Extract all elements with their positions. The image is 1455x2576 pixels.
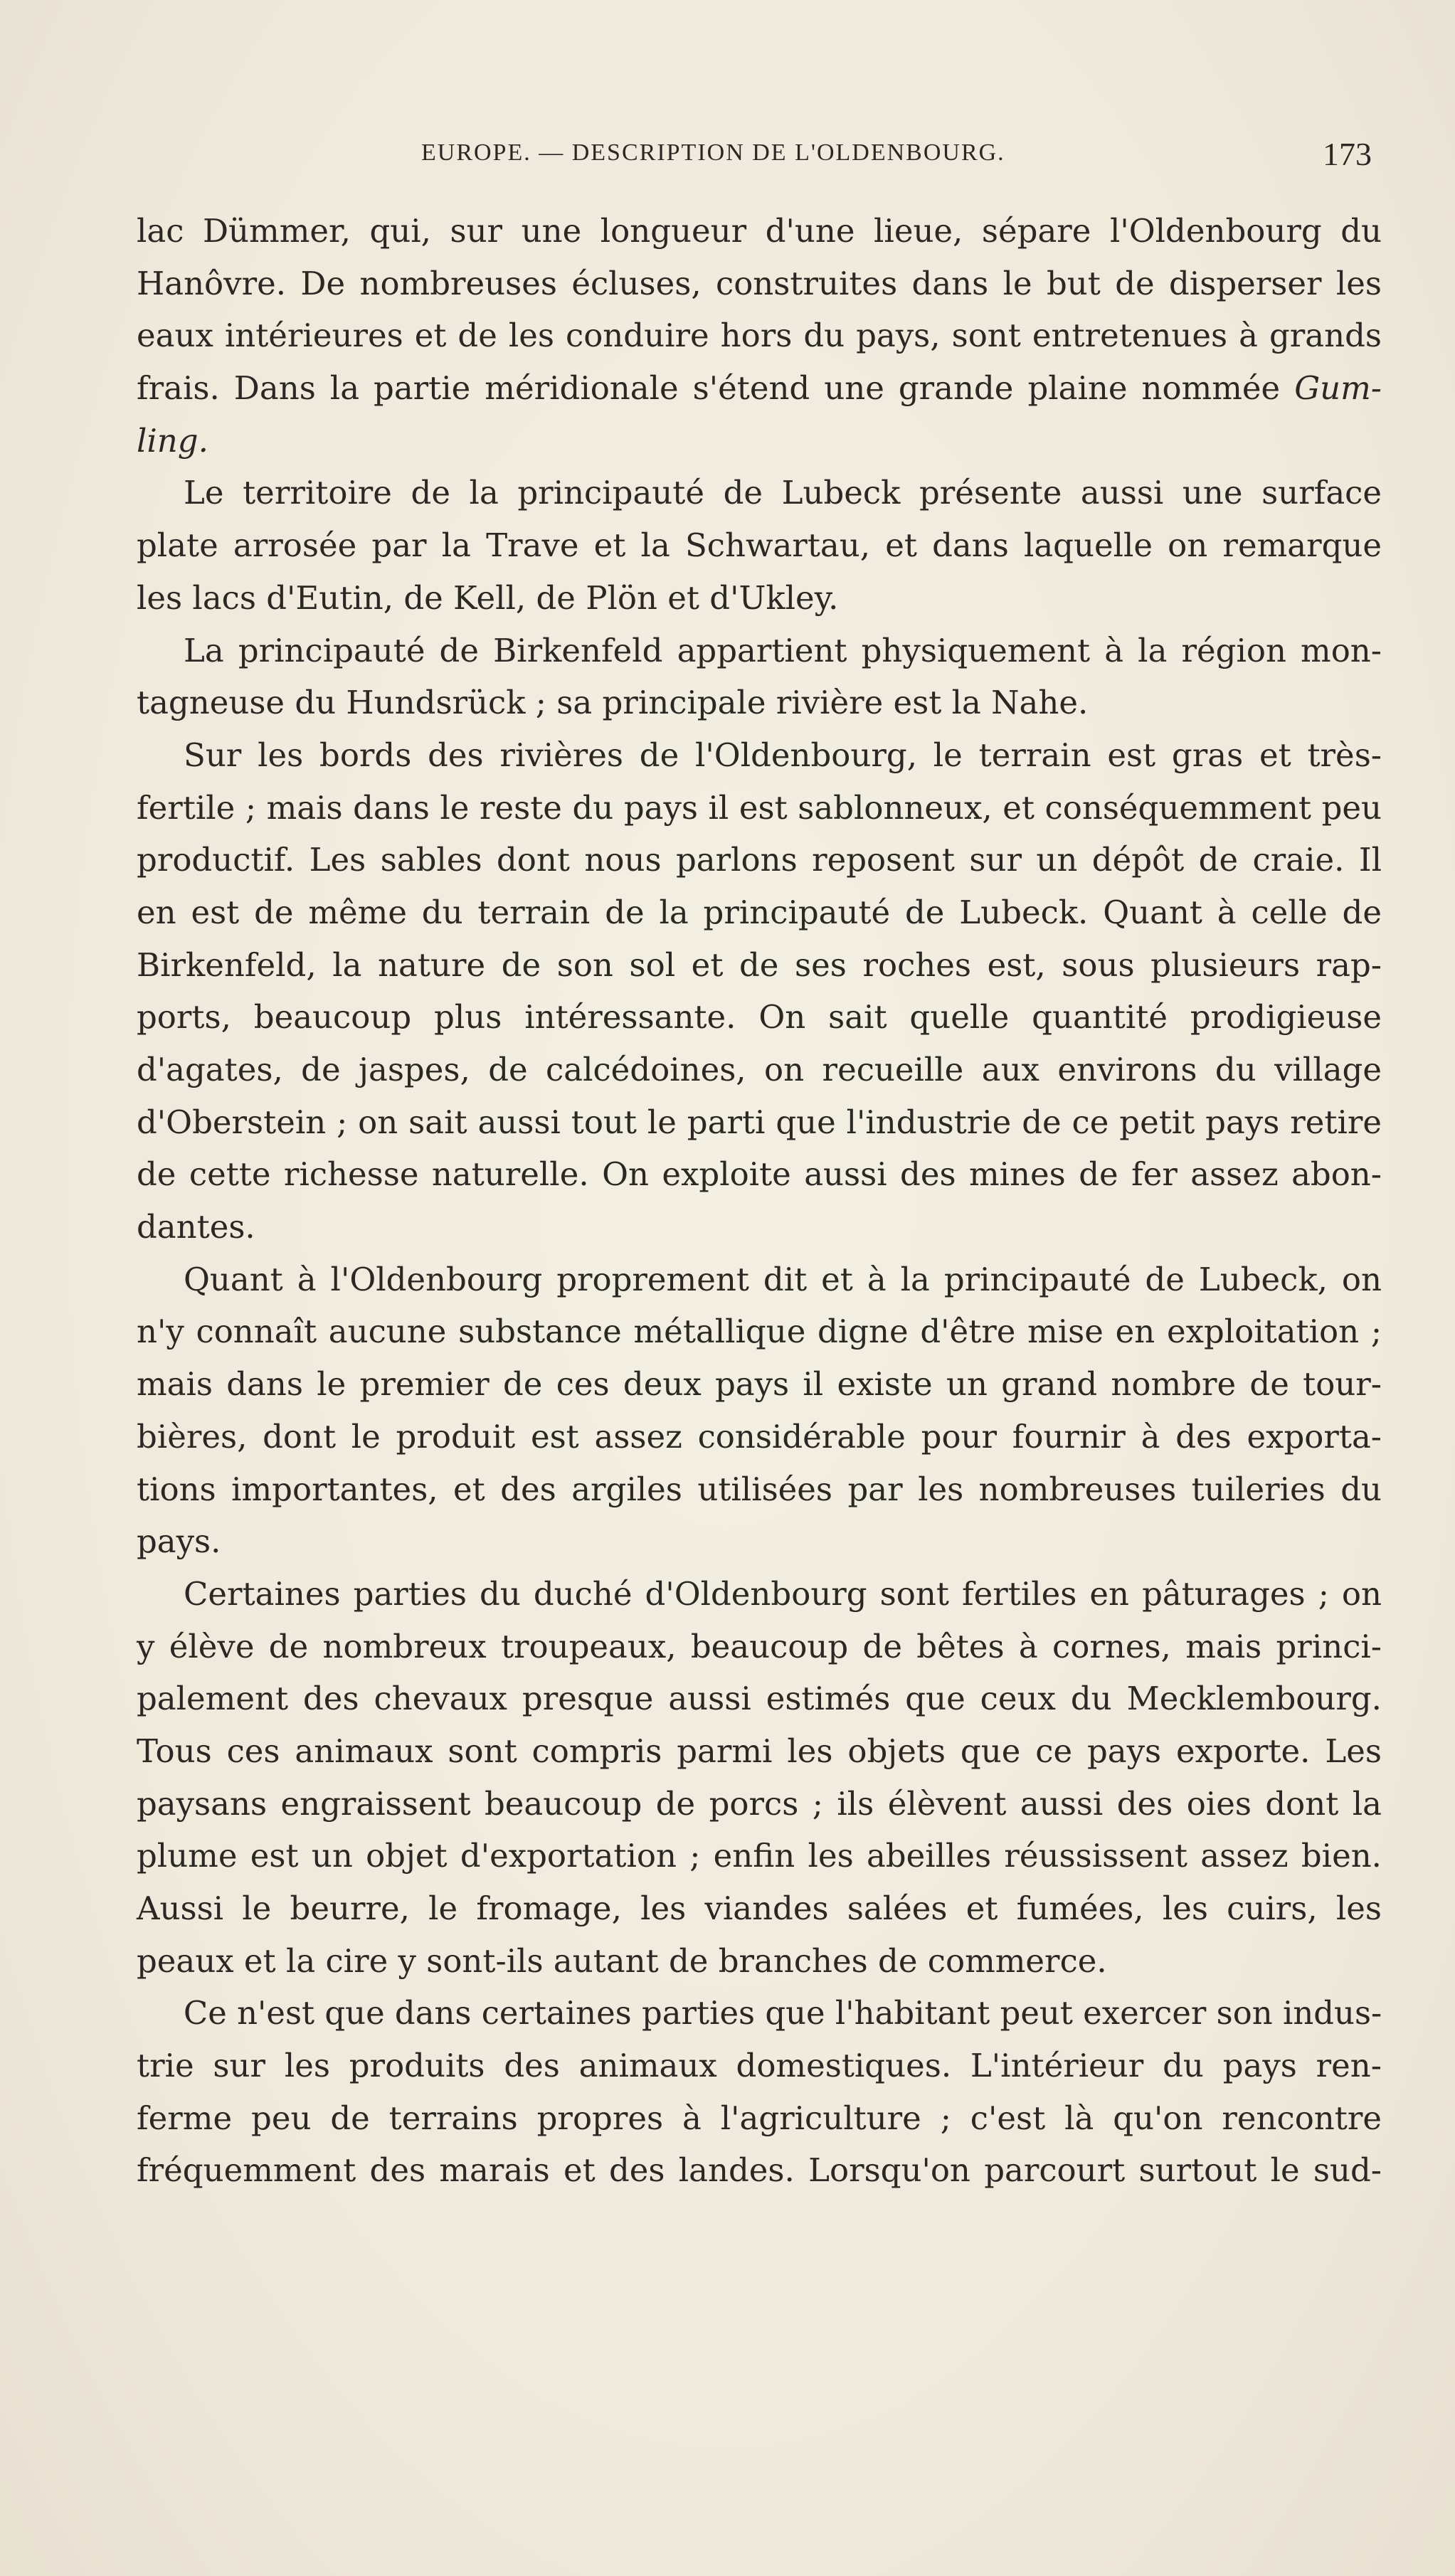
text-line: palement des chevaux presque aussi estimés que ceux du Mecklembourg.	[137, 1680, 1382, 1718]
text-line: de cette richesse naturelle. On exploite aussi des mines de fer assez abon-	[137, 1155, 1382, 1194]
text-line: lac Dümmer, qui, sur une longueur d'une lieue, sépare l'Oldenbourg du	[137, 212, 1382, 250]
text-line: plume est un objet d'exportation ; enfin les abeilles réussissent assez bien.	[137, 1837, 1382, 1875]
text-line: bières, dont le produit est assez considérable pour fournir à des exporta-	[137, 1417, 1382, 1456]
text-line: y élève de nombreux troupeaux, beaucoup de bêtes à cornes, mais princi-	[137, 1627, 1382, 1665]
body-text	[137, 205, 1382, 2197]
paragraph-start: Le territoire de la principauté de Lubeck présente aussi une surface	[184, 474, 1382, 512]
paragraph-start: La principauté de Birkenfeld appartient physiquement à la région mon-	[184, 631, 1382, 669]
text-line: fertile ; mais dans le reste du pays il est sablonneux, et conséquemment peu	[137, 788, 1382, 827]
paragraph-start: Quant à l'Oldenbourg proprement dit et à la principauté de Lubeck, on	[184, 1260, 1382, 1298]
running-head: EUROPE. — DESCRIPTION DE L'OLDENBOURG.	[421, 139, 1005, 166]
text-line	[137, 362, 1382, 415]
text-line: en est de même du terrain de la principauté de Lubeck. Quant à celle de	[137, 893, 1382, 931]
text-line: Tous ces animaux sont compris parmi les objets que ce pays exporte. Les	[137, 1732, 1382, 1770]
text-line: paysans engraissent beaucoup de porcs ; ils élèvent aussi des oies dont la	[137, 1784, 1382, 1823]
text-line: mais dans le premier de ces deux pays il existe un grand nombre de tour-	[137, 1365, 1382, 1404]
paragraph-start: Certaines parties du duché d'Oldenbourg sont fertiles en pâturages ; on	[184, 1574, 1382, 1613]
text-line: peaux et la cire y sont-ils autant de branches de commerce.	[137, 1941, 1107, 1980]
text-line: Aussi le beurre, le fromage, les viandes salées et fumées, les cuirs, les	[137, 1889, 1382, 1927]
italic-term: Gum-	[1294, 369, 1382, 408]
text-line: dantes.	[137, 1208, 255, 1246]
text-line: Hanôvre. De nombreuses écluses, construites dans le but de disperser les	[137, 264, 1382, 302]
text-line: ferme peu de terrains propres à l'agriculture ; c'est là qu'on rencontre	[137, 2099, 1382, 2137]
text-line: ports, beaucoup plus intéressante. On sait quelle quantité prodigieuse	[137, 998, 1382, 1037]
page-header	[137, 136, 1382, 182]
text-line-start: frais. Dans la partie méridionale s'étend une grande plaine nommée	[137, 369, 1295, 408]
text-line	[137, 415, 1382, 467]
text-line: productif. Les sables dont nous parlons reposent sur un dépôt de craie. Il	[137, 841, 1382, 879]
text-line: d'agates, de jaspes, de calcédoines, on recueille aux environs du village	[137, 1051, 1382, 1088]
text-line: d'Oberstein ; on sait aussi tout le parti que l'industrie de ce petit pays retire	[137, 1103, 1382, 1141]
text-line: plate arrosée par la Trave et la Schwartau, et dans laquelle on remarque	[137, 526, 1382, 565]
paragraph-start: Ce n'est que dans certaines parties que l'habitant peut exercer son indus-	[183, 1994, 1382, 2032]
italic-term: ling.	[137, 421, 208, 460]
page-number: 173	[1323, 136, 1372, 172]
text-line: les lacs d'Eutin, de Kell, de Plön et d'Ukley.	[137, 578, 839, 617]
text-line: tions importantes, et des argiles utilisées par les nombreuses tuileries du	[137, 1470, 1382, 1508]
text-line: n'y connaît aucune substance métallique digne d'être mise en exploitation ;	[137, 1313, 1382, 1351]
text-line: trie sur les produits des animaux domestiques. L'intérieur du pays ren-	[137, 2047, 1382, 2085]
text-line: pays.	[137, 1522, 221, 1561]
text-line: Birkenfeld, la nature de son sol et de ses roches est, sous plusieurs rap-	[137, 945, 1382, 984]
text-line: eaux intérieures et de les conduire hors du pays, sont entretenues à grands	[137, 317, 1382, 355]
paragraph-start: Sur les bords des rivières de l'Oldenbourg, le terrain est gras et très-	[184, 736, 1382, 774]
text-line: fréquemment des marais et des landes. Lorsqu'on parcourt surtout le sud-	[137, 2151, 1382, 2190]
text-line: tagneuse du Hundsrück ; sa principale rivière est la Nahe.	[137, 684, 1089, 722]
